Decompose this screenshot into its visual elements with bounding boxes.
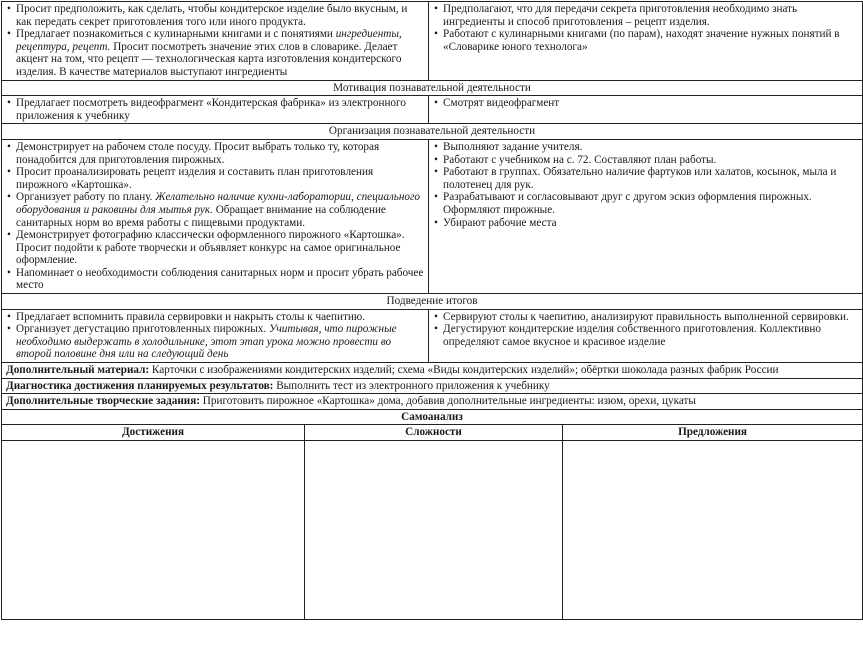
- summary-row: [2, 309, 863, 362]
- row-text: Карточки с изображениями кондитерских изделий; схема «Виды кондитерских изделий»; обёртки шоколада разных фабрик России: [149, 364, 779, 377]
- intro-teacher-list: [6, 3, 424, 79]
- list-item: • Предлагает посмотреть видеофрагмент «Кондитерская фабрика» из электронного приложения к учебнику: [6, 97, 424, 122]
- creative-tasks-row: [2, 394, 863, 410]
- list-item: • Просит предположить, как сделать, чтобы кондитерское изделие было вкусным, и как передать секрет приготовления того или иного продукта.: [6, 3, 424, 28]
- diagnostics-row: [2, 378, 863, 394]
- list-item: • Предполагают, что для передачи секрета приготовления необходимо знать ингредиенты и способ приготовления – рецепт изделия.: [433, 3, 858, 28]
- item-text: Организует работу по плану.: [16, 191, 156, 204]
- suggestions-cell: [563, 441, 863, 620]
- lesson-plan-page: [1, 1, 862, 667]
- emphasis-text: Желательно наличие кухни-лаборатории, специального оборудования и раковины для мытья рук.: [16, 191, 420, 216]
- self-analysis-title: Самоанализ: [2, 409, 863, 425]
- list-item: • Убирают рабочие места: [433, 217, 858, 230]
- additional-material-cell: [2, 363, 863, 379]
- organization-student-cell: [429, 139, 863, 293]
- list-item: • Смотрят видеофрагмент: [433, 97, 858, 110]
- row-label: Диагностика достижения планируемых результатов:: [6, 379, 274, 392]
- list-item: • Сервируют столы к чаепитию, анализируют правильность выполненной сервировки.: [433, 311, 858, 324]
- row-text: Приготовить пирожное «Картошка» дома, добавив дополнительные ингредиенты: изюм, орехи, цукаты: [200, 395, 696, 408]
- achievements-cell: [2, 441, 305, 620]
- section-header-motivation: [2, 80, 863, 96]
- list-item: • Предлагает вспомнить правила сервировки и накрыть столы к чаепитию.: [6, 311, 424, 324]
- motivation-row: [2, 96, 863, 124]
- lesson-plan-table: [1, 1, 863, 620]
- item-text: Обращает внимание на соблюдение санитарных норм во время работы с пищевыми продуктами.: [16, 203, 386, 229]
- self-analysis-title-row: [2, 409, 863, 425]
- intro-student-cell: [429, 2, 863, 81]
- creative-tasks-cell: [2, 394, 863, 410]
- additional-material-row: [2, 363, 863, 379]
- list-item: • Работают с учебником на с. 72. Составляют план работы.: [433, 154, 858, 167]
- list-item: • Демонстрирует фотографию классически оформленного пирожного «Картошка». Просит подойти к работе творчески и объявляет конкурс на самое оригинальное оформление.: [6, 229, 424, 267]
- item-text: Предлагает познакомиться с кулинарными книгами и с понятиями: [16, 28, 336, 41]
- column-header-difficulties: Сложности: [305, 425, 563, 441]
- list-item: [6, 28, 424, 78]
- difficulties-cell: [305, 441, 563, 620]
- section-title: Организация познавательной деятельности: [2, 124, 863, 140]
- self-analysis-body-row: [2, 441, 863, 620]
- organization-teacher-cell: [2, 139, 429, 293]
- diagnostics-cell: [2, 378, 863, 394]
- list-item: • Демонстрирует на рабочем столе посуду. Просит выбрать только ту, которая понадобится для приготовления пирожных.: [6, 141, 424, 166]
- motivation-teacher-cell: [2, 96, 429, 124]
- intro-row: [2, 2, 863, 81]
- list-item: • Работают с кулинарными книгами (по парам), находят значение нужных понятий в «Словарике юного технолога»: [433, 28, 858, 53]
- organization-row: [2, 139, 863, 293]
- self-analysis-columns-row: [2, 425, 863, 441]
- summary-teacher-list: [6, 311, 424, 361]
- list-item: • Дегустируют кондитерские изделия собственного приготовления. Коллективно определяют самое вкусное и красивое изделие: [433, 323, 858, 348]
- organization-student-list: [433, 141, 858, 229]
- section-header-summary: [2, 294, 863, 310]
- item-text: Организует дегустацию приготовленных пирожных.: [16, 323, 269, 336]
- list-item: • Разрабатывают и согласовывают друг с другом эскиз оформления пирожных. Оформляют пирожные.: [433, 191, 858, 216]
- summary-student-list: [433, 311, 858, 349]
- emphasis-text: ингредиенты, рецептура, рецепт.: [16, 28, 402, 53]
- item-text: Просит посмотреть значение этих слов в словарике. Делает акцент на том, что рецепт — технологическая карта изготовления кондитерского изделия. В качестве материалов выступают ингредиенты: [16, 40, 402, 78]
- row-label: Дополнительные творческие задания:: [6, 395, 200, 408]
- intro-teacher-cell: [2, 2, 429, 81]
- list-item: • Работают в группах. Обязательно наличие фартуков или халатов, косынок, мыла и полотенец для рук.: [433, 166, 858, 191]
- column-header-achievements: Достижения: [2, 425, 305, 441]
- organization-teacher-list: [6, 141, 424, 292]
- summary-student-cell: [429, 309, 863, 362]
- row-text: Выполнить тест из электронного приложения к учебнику: [273, 379, 550, 392]
- intro-student-list: [433, 3, 858, 53]
- section-header-organization: [2, 124, 863, 140]
- summary-teacher-cell: [2, 309, 429, 362]
- list-item: • Напоминает о необходимости соблюдения санитарных норм и просит убрать рабочее место: [6, 267, 424, 292]
- section-title: Подведение итогов: [2, 294, 863, 310]
- list-item: • Выполняют задание учителя.: [433, 141, 858, 154]
- row-label: Дополнительный материал:: [6, 364, 150, 377]
- list-item: • Просит проанализировать рецепт изделия и составить план приготовления пирожного «Картошка».: [6, 166, 424, 191]
- column-header-suggestions: Предложения: [563, 425, 863, 441]
- emphasis-text: Учитывая, что пирожные необходимо выдержать в холодильнике, этот этап урока можно провести во второй половине дня или на следующий день: [16, 323, 397, 361]
- section-title: Мотивация познавательной деятельности: [2, 80, 863, 96]
- list-item: [6, 323, 424, 361]
- list-item: [6, 191, 424, 229]
- motivation-student-cell: [429, 96, 863, 124]
